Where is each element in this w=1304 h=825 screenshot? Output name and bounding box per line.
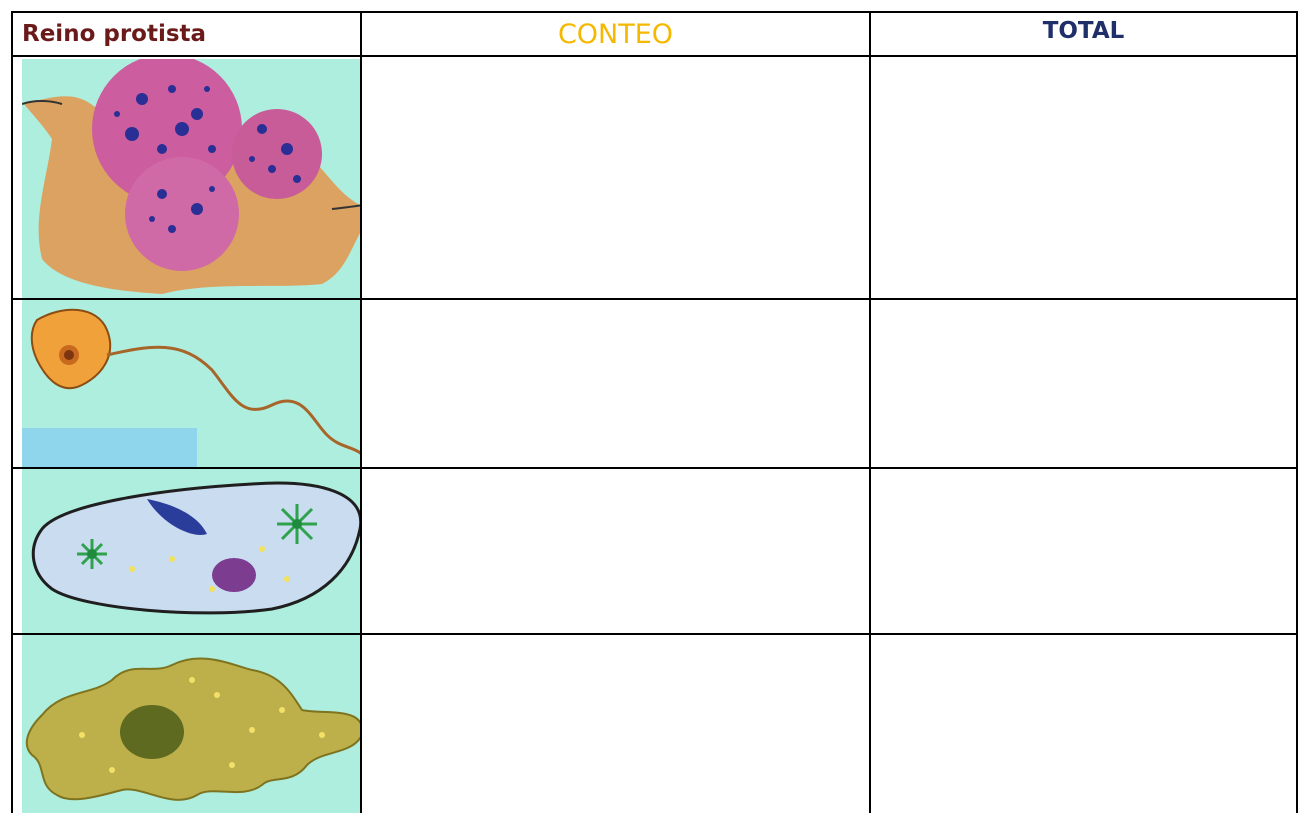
amoeba-image (22, 635, 360, 813)
flagellate-protozoan-image (22, 300, 360, 467)
total-cell-2[interactable] (871, 300, 1296, 467)
total-cell-4[interactable] (871, 635, 1296, 813)
conteo-cell-1[interactable] (362, 57, 869, 298)
header-total: TOTAL (1042, 18, 1125, 44)
conteo-cell-3[interactable] (362, 469, 869, 633)
conteo-cell-2[interactable] (362, 300, 869, 467)
header-reino-protista: Reino protista (22, 21, 207, 47)
header-conteo: CONTEO (557, 18, 674, 50)
total-cell-3[interactable] (871, 469, 1296, 633)
conteo-cell-4[interactable] (362, 635, 869, 813)
radiolarian-cluster-image (22, 59, 360, 298)
table-border-left (11, 11, 13, 813)
total-cell-1[interactable] (871, 57, 1296, 298)
table-border-top (11, 11, 1298, 13)
table-border-right (1296, 11, 1298, 813)
paramecium-image (22, 469, 360, 633)
